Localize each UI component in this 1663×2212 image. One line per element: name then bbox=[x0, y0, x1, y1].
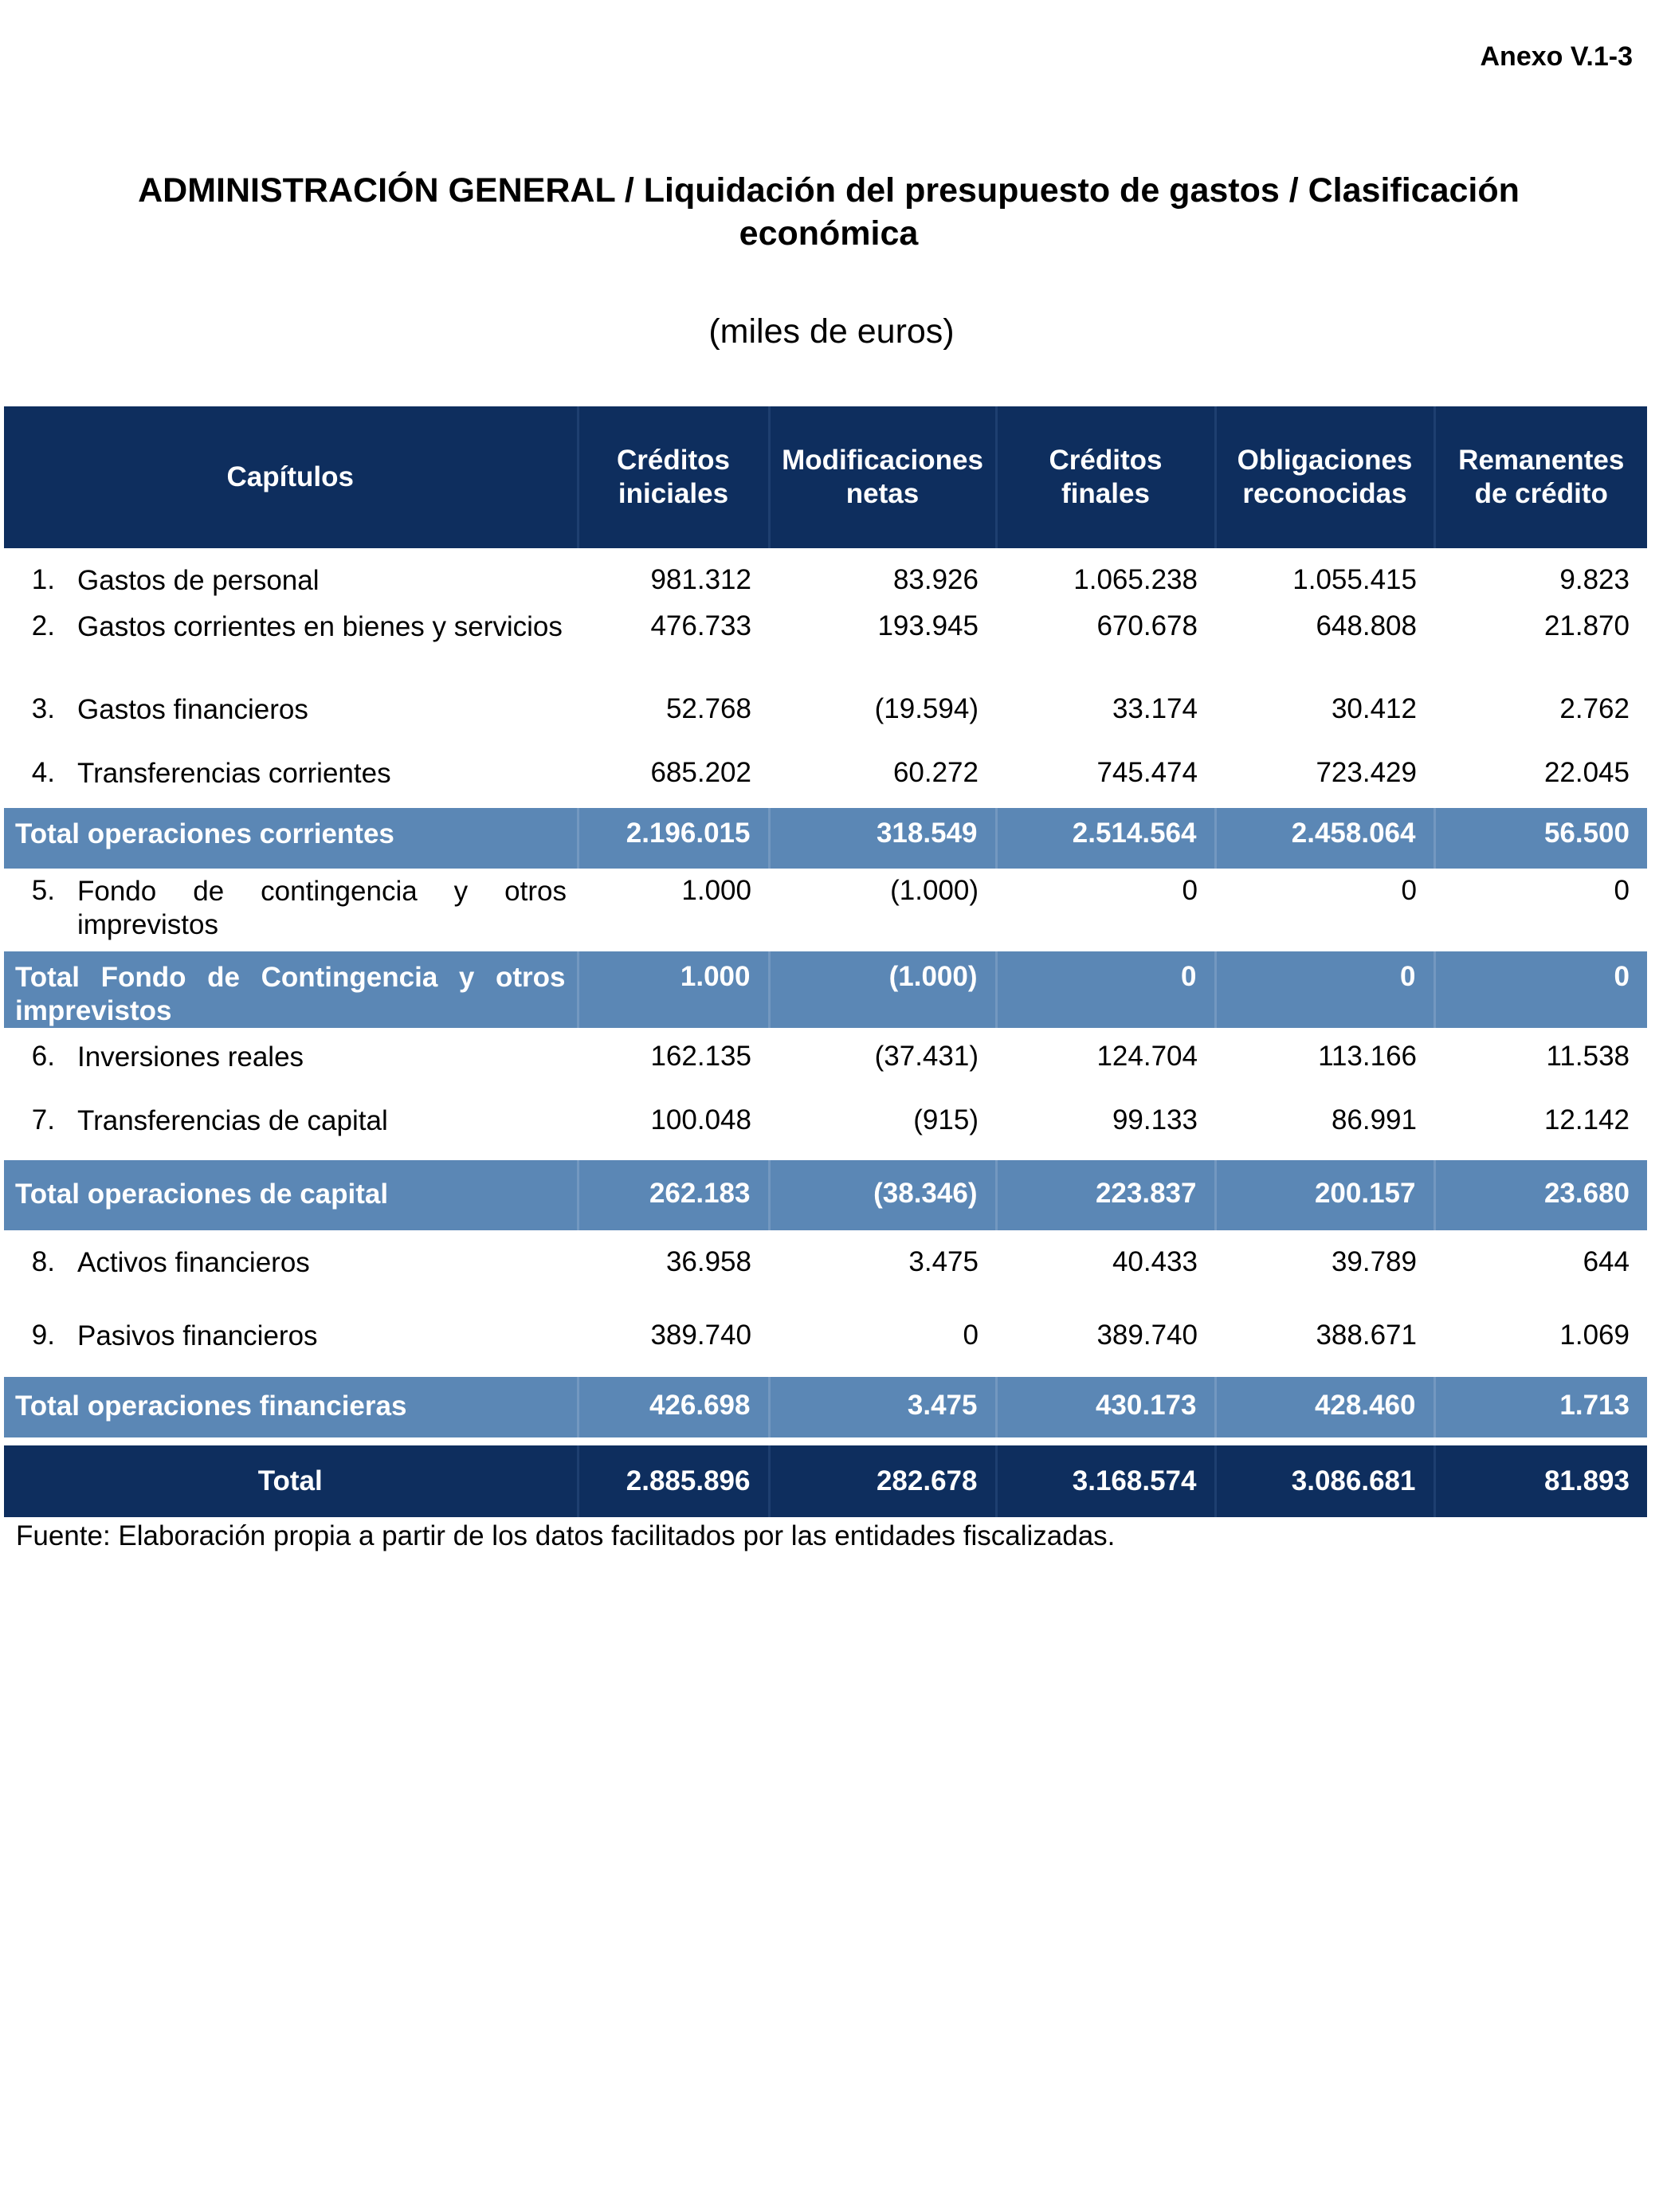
cell: 389.740 bbox=[650, 1320, 751, 1351]
cell: 21.870 bbox=[1543, 610, 1630, 641]
cell: 428.460 bbox=[1215, 1377, 1434, 1437]
cell: 3.168.574 bbox=[996, 1445, 1215, 1517]
table-row bbox=[4, 548, 1647, 601]
table-row bbox=[4, 1095, 1647, 1160]
cell: 11.538 bbox=[1546, 1041, 1630, 1072]
cell: 86.991 bbox=[1331, 1104, 1417, 1135]
cell: 1.000 bbox=[578, 951, 769, 1028]
row-label: 2. Gastos corrientes en bienes y servicios bbox=[31, 610, 563, 642]
units-subtitle: (miles de euros) bbox=[708, 312, 955, 351]
subtotal-label: Total operaciones de capital bbox=[4, 1160, 578, 1230]
row-label: 1. Gastos de personal bbox=[31, 564, 320, 596]
cell: 0 bbox=[1434, 951, 1647, 1028]
cell: 981.312 bbox=[650, 564, 751, 595]
cell: 745.474 bbox=[1096, 757, 1198, 788]
cell: 262.183 bbox=[578, 1160, 769, 1230]
cell: (38.346) bbox=[769, 1160, 996, 1230]
cell: 644 bbox=[1583, 1246, 1630, 1277]
cell: 83.926 bbox=[892, 564, 979, 595]
table-row bbox=[4, 684, 1647, 747]
cell: 56.500 bbox=[1434, 808, 1647, 869]
subtotal-row bbox=[4, 1377, 1647, 1437]
cell: (1.000) bbox=[890, 875, 979, 906]
subtotal-row bbox=[4, 951, 1647, 1028]
row-label: 5. Fondo de contingencia y otros imprevistos bbox=[31, 875, 567, 940]
table-row bbox=[4, 1028, 1647, 1095]
row-label: 4. Transferencias corrientes bbox=[31, 757, 391, 789]
cell: 9.823 bbox=[1559, 564, 1630, 595]
table-row bbox=[4, 747, 1647, 808]
cell: 22.045 bbox=[1543, 757, 1630, 788]
subtotal-row bbox=[4, 808, 1647, 869]
cell: 685.202 bbox=[650, 757, 751, 788]
cell: 648.808 bbox=[1316, 610, 1417, 641]
cell: 670.678 bbox=[1096, 610, 1198, 641]
header-row bbox=[4, 406, 1647, 548]
header-remanentes-credito: Remanentes de crédito bbox=[1434, 406, 1647, 548]
cell: 30.412 bbox=[1331, 693, 1417, 724]
annex-label: Anexo V.1-3 bbox=[1480, 41, 1633, 72]
cell: 2.514.564 bbox=[996, 808, 1215, 869]
cell: 0 bbox=[963, 1320, 979, 1351]
cell: 1.065.238 bbox=[1073, 564, 1198, 595]
cell: 476.733 bbox=[650, 610, 751, 641]
cell: 1.713 bbox=[1434, 1377, 1647, 1437]
table-row bbox=[4, 869, 1647, 951]
header-modificaciones-netas: Modificaciones netas bbox=[769, 406, 996, 548]
cell: 39.789 bbox=[1331, 1246, 1417, 1277]
cell: 723.429 bbox=[1316, 757, 1417, 788]
cell: (1.000) bbox=[769, 951, 996, 1028]
cell: 2.196.015 bbox=[578, 808, 769, 869]
header-creditos-finales: Créditos finales bbox=[996, 406, 1215, 548]
table-row bbox=[4, 1230, 1647, 1304]
cell: 0 bbox=[1182, 875, 1198, 906]
row-label: 9. Pasivos financieros bbox=[31, 1320, 318, 1351]
header-creditos-iniciales: Créditos iniciales bbox=[578, 406, 769, 548]
cell: 81.893 bbox=[1434, 1445, 1647, 1517]
subtotal-label: Total operaciones corrientes bbox=[4, 808, 578, 869]
cell: 2.458.064 bbox=[1215, 808, 1434, 869]
cell: 33.174 bbox=[1112, 693, 1198, 724]
cell: 100.048 bbox=[650, 1104, 751, 1135]
cell: 200.157 bbox=[1215, 1160, 1434, 1230]
row-label: 8. Activos financieros bbox=[31, 1246, 310, 1278]
subtotal-row bbox=[4, 1160, 1647, 1230]
header-obligaciones-reconocidas: Obligaciones reconocidas bbox=[1215, 406, 1434, 548]
cell: 223.837 bbox=[996, 1160, 1215, 1230]
cell: (37.431) bbox=[874, 1041, 979, 1072]
cell: 60.272 bbox=[892, 757, 979, 788]
cell: 430.173 bbox=[996, 1377, 1215, 1437]
cell: 12.142 bbox=[1543, 1104, 1630, 1135]
cell: 36.958 bbox=[665, 1246, 751, 1277]
cell: 52.768 bbox=[665, 693, 751, 724]
grand-total-row bbox=[4, 1445, 1647, 1517]
cell: 0 bbox=[1215, 951, 1434, 1028]
budget-table bbox=[4, 406, 1647, 1517]
cell: 389.740 bbox=[1096, 1320, 1198, 1351]
page-title: ADMINISTRACIÓN GENERAL / Liquidación del presupuesto de gastos / Clasificación económica bbox=[138, 171, 1520, 253]
cell: 282.678 bbox=[769, 1445, 996, 1517]
row-label: 7. Transferencias de capital bbox=[31, 1104, 388, 1136]
subtotal-label: Total Fondo de Contingencia y otros imprevistos bbox=[4, 951, 578, 1028]
cell: 23.680 bbox=[1434, 1160, 1647, 1230]
cell: 0 bbox=[1401, 875, 1417, 906]
table-row bbox=[4, 601, 1647, 684]
cell: 193.945 bbox=[877, 610, 979, 641]
spacer-row bbox=[4, 1437, 1647, 1445]
cell: 0 bbox=[1614, 875, 1630, 906]
cell: 99.133 bbox=[1112, 1104, 1198, 1135]
cell: (19.594) bbox=[874, 693, 979, 724]
cell: 0 bbox=[996, 951, 1215, 1028]
cell: 40.433 bbox=[1112, 1246, 1198, 1277]
row-label: 3. Gastos financieros bbox=[31, 693, 308, 725]
cell: 3.475 bbox=[769, 1377, 996, 1437]
cell: 1.000 bbox=[681, 875, 751, 906]
cell: 1.069 bbox=[1559, 1320, 1630, 1351]
cell: 426.698 bbox=[578, 1377, 769, 1437]
table-row bbox=[4, 1304, 1647, 1377]
cell: 318.549 bbox=[769, 808, 996, 869]
cell: 3.086.681 bbox=[1215, 1445, 1434, 1517]
cell: 113.166 bbox=[1318, 1041, 1417, 1072]
cell: (915) bbox=[913, 1104, 979, 1135]
row-label: 6. Inversiones reales bbox=[31, 1041, 304, 1073]
cell: 2.762 bbox=[1559, 693, 1630, 724]
source-note: Fuente: Elaboración propia a partir de los datos facilitados por las entidades fiscalizadas. bbox=[16, 1520, 1116, 1551]
cell: 1.055.415 bbox=[1292, 564, 1417, 595]
cell: 388.671 bbox=[1316, 1320, 1417, 1351]
cell: 2.885.896 bbox=[578, 1445, 769, 1517]
cell: 162.135 bbox=[650, 1041, 751, 1072]
header-capitulos: Capítulos bbox=[4, 406, 578, 548]
grand-total-label: Total bbox=[4, 1445, 578, 1517]
subtotal-label: Total operaciones financieras bbox=[4, 1377, 578, 1437]
cell: 124.704 bbox=[1096, 1041, 1198, 1072]
cell: 3.475 bbox=[908, 1246, 979, 1277]
